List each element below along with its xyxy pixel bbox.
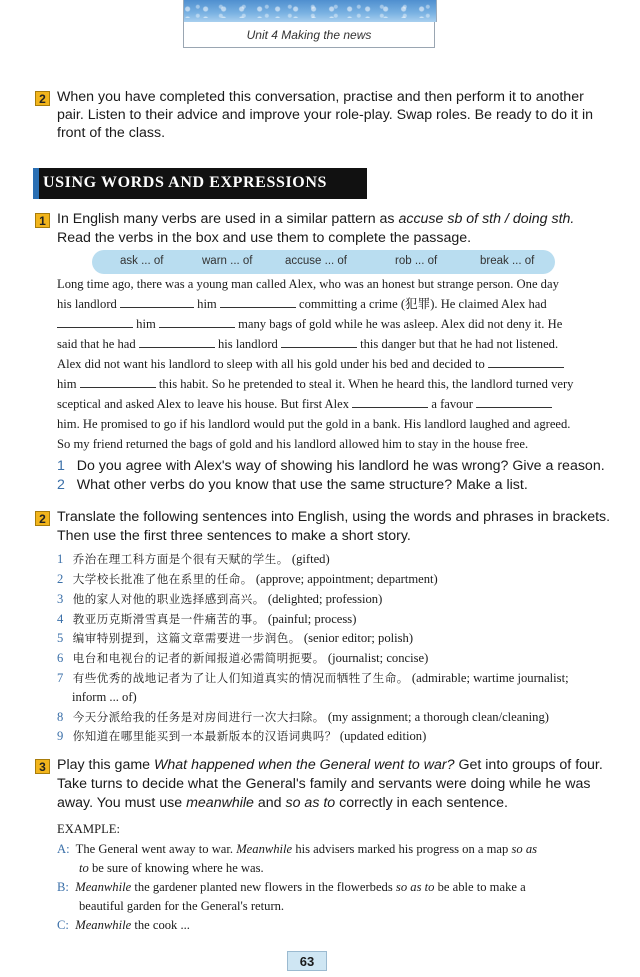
answer-blank[interactable]	[139, 336, 215, 348]
passage-text: him	[136, 317, 156, 331]
word-item: break ... of	[480, 255, 535, 267]
question-item	[57, 457, 605, 476]
example-text: be sure of knowing where he was.	[91, 861, 264, 875]
passage-line: him. He promised to go if his landlord would put the gold in a bank. His landlord laughed and agreed.	[57, 417, 571, 431]
task-number-badge: 2	[35, 511, 50, 526]
task-text: pair. Listen to their advice and improve your role-play. Swap roles. Be ready to do it in	[57, 107, 593, 123]
chinese-sentence: 教亚历克斯滑雪真是一件痛苦的事。	[72, 612, 265, 626]
instruction-text: In English many verbs are used in a similar pattern as	[57, 211, 395, 227]
example-line	[79, 859, 264, 879]
example-keyword: Meanwhile	[75, 880, 132, 894]
translation-item	[57, 649, 428, 669]
passage-line	[57, 335, 558, 355]
chinese-sentence: 编审特别提到，这篇文章需要进一步润色。	[72, 631, 301, 645]
chinese-sentence: 他的家人对他的职业选择感到高兴。	[72, 592, 265, 606]
example-keyword: so as	[511, 842, 538, 856]
answer-blank[interactable]	[352, 396, 428, 408]
hint-words: (admirable; wartime journalist;	[411, 671, 569, 685]
example-keyword: to	[79, 861, 89, 875]
hint-words: (journalist; concise)	[327, 651, 429, 665]
page-number: 63	[287, 951, 327, 971]
chinese-sentence: 电台和电视台的记者的新闻报道必需简明扼要。	[72, 651, 325, 665]
hint-words-continued: inform ... of)	[72, 690, 137, 704]
chinese-sentence: 今天分派给我的任务是对房间进行一次大扫除。	[72, 710, 325, 724]
hint-words: (approve; appointment; department)	[255, 572, 438, 586]
question-number: 1	[57, 458, 65, 474]
translation-item	[57, 708, 549, 728]
instruction-text: and	[257, 795, 282, 811]
question-item	[57, 476, 528, 495]
example-text: The General went away to war.	[75, 842, 234, 856]
word-item: ask ... of	[120, 255, 164, 267]
item-number: 6	[57, 651, 64, 665]
item-number: 1	[57, 552, 64, 566]
section-heading	[33, 168, 367, 199]
item-number: 7	[57, 671, 64, 685]
passage-text: a favour	[431, 397, 473, 411]
instruction-text: correctly in each sentence.	[339, 795, 508, 811]
item-number: 4	[57, 612, 64, 626]
answer-blank[interactable]	[220, 296, 296, 308]
translation-item	[57, 590, 382, 610]
instruction-text: away. You must use	[57, 795, 183, 811]
question-number: 2	[57, 477, 65, 493]
example-tag: C:	[57, 918, 69, 932]
task-instruction	[57, 756, 603, 775]
example-tag: A:	[57, 842, 70, 856]
item-number: 8	[57, 710, 64, 724]
example-line	[57, 916, 190, 936]
passage-text: committing a crime (犯罪). He claimed Alex had	[299, 297, 547, 311]
chinese-sentence: 你知道在哪里能买到一本最新版本的汉语词典吗？	[72, 729, 337, 743]
passage-text: him	[197, 297, 217, 311]
question-text: Do you agree with Alex's way of showing his landlord he was wrong? Give a reason.	[76, 458, 605, 474]
passage-line	[57, 315, 562, 335]
item-number: 9	[57, 729, 64, 743]
task-instruction	[57, 794, 508, 813]
item-number: 2	[57, 572, 64, 586]
passage-text: him	[57, 377, 77, 391]
passage-line: Long time ago, there was a young man called Alex, who was an honest but strange person. One day	[57, 277, 559, 291]
instruction-text: Play this game	[57, 757, 151, 773]
hint-words: (senior editor; polish)	[303, 631, 414, 645]
answer-blank[interactable]	[281, 336, 357, 348]
hint-words: (gifted)	[291, 552, 330, 566]
passage-text: Alex did not want his landlord to sleep with all his gold under his bed and decided to	[57, 357, 485, 371]
answer-blank[interactable]	[159, 316, 235, 328]
passage-text: his landlord	[57, 297, 117, 311]
example-text: the gardener planted new flowers in the flowerbeds	[134, 880, 393, 894]
example-tag: B:	[57, 880, 69, 894]
keyword: meanwhile	[186, 795, 254, 811]
passage-line	[57, 295, 547, 315]
passage-text: this danger but that he had not listened.	[360, 337, 559, 351]
task-instruction: Read the verbs in the box and use them to complete the passage.	[57, 230, 472, 246]
passage-text: his landlord	[218, 337, 278, 351]
answer-blank[interactable]	[476, 396, 552, 408]
example-text: be able to make a	[437, 880, 526, 894]
task-number-badge: 1	[35, 213, 50, 228]
chinese-sentence: 有些优秀的战地记者为了让人们知道真实的情况而牺牲了生命。	[72, 671, 409, 685]
item-number: 5	[57, 631, 64, 645]
task-instruction: Translate the following sentences into English, using the words and phrases in brackets.	[57, 509, 611, 525]
answer-blank[interactable]	[488, 356, 564, 368]
translation-item	[57, 669, 569, 689]
example-text: the cook ...	[134, 918, 190, 932]
answer-blank[interactable]	[57, 316, 133, 328]
passage-line	[57, 375, 573, 395]
instruction-text: Get into groups of four.	[458, 757, 603, 773]
hint-words: (delighted; profession)	[267, 592, 383, 606]
hint-words: (painful; process)	[267, 612, 357, 626]
example-keyword: Meanwhile	[236, 842, 293, 856]
chinese-sentence: 大学校长批准了他在系里的任命。	[72, 572, 253, 586]
example-keyword: so as to	[395, 880, 435, 894]
passage-line	[57, 355, 564, 375]
item-number: 3	[57, 592, 64, 606]
word-item: rob ... of	[395, 255, 438, 267]
task-instruction: Take turns to decide what the General's family and servants were doing while he was	[57, 776, 591, 792]
task-text: front of the class.	[57, 125, 166, 141]
answer-blank[interactable]	[120, 296, 194, 308]
passage-line: So my friend returned the bags of gold and his landlord allowed him to stay in the house free.	[57, 437, 529, 451]
answer-blank[interactable]	[80, 376, 156, 388]
task-instruction: Then use the first three sentences to make a short story.	[57, 528, 411, 544]
passage-text: many bags of gold while he was asleep. Alex did not deny it. He	[238, 317, 563, 331]
passage-line	[57, 395, 552, 415]
hint-words: (my assignment; a thorough clean/cleaning)	[327, 710, 549, 724]
task-text: When you have completed this conversation, practise and then perform it to another	[57, 89, 584, 105]
example-line: beautiful garden for the General's return.	[79, 899, 285, 913]
word-item: warn ... of	[202, 255, 253, 267]
header-banner-image	[183, 0, 437, 22]
chinese-sentence: 乔治在理工科方面是个很有天赋的学生。	[72, 552, 289, 566]
unit-label: Unit 4 Making the news	[183, 22, 435, 48]
section-title: USING WORDS AND EXPRESSIONS	[43, 174, 327, 191]
example-line	[57, 840, 537, 860]
hint-words: (updated edition)	[339, 729, 427, 743]
word-item: accuse ... of	[285, 255, 348, 267]
passage-text: sceptical and asked Alex to leave his house. But first Alex	[57, 397, 350, 411]
task-instruction	[57, 210, 574, 229]
question-text: What other verbs do you know that use the same structure? Make a list.	[76, 477, 528, 493]
passage-text: said that he had	[57, 337, 136, 351]
example-text: his advisers marked his progress on a map	[295, 842, 509, 856]
translation-item	[57, 629, 413, 649]
example-label: EXAMPLE:	[57, 822, 120, 836]
instruction-pattern: accuse sb of sth / doing sth.	[398, 211, 575, 227]
game-title: What happened when the General went to war?	[154, 757, 455, 773]
translation-item	[57, 727, 426, 747]
translation-item	[57, 610, 356, 630]
translation-item	[57, 550, 330, 570]
translation-item	[57, 570, 438, 590]
example-line	[57, 878, 526, 898]
passage-text: this habit. So he pretended to steal it. When he heard this, the landlord turned very	[158, 377, 574, 391]
example-keyword: Meanwhile	[75, 918, 132, 932]
task-number-badge: 3	[35, 759, 50, 774]
keyword: so as to	[285, 795, 336, 811]
word-box	[92, 250, 555, 274]
task-number-badge: 2	[35, 91, 50, 106]
section-accent	[33, 168, 39, 199]
